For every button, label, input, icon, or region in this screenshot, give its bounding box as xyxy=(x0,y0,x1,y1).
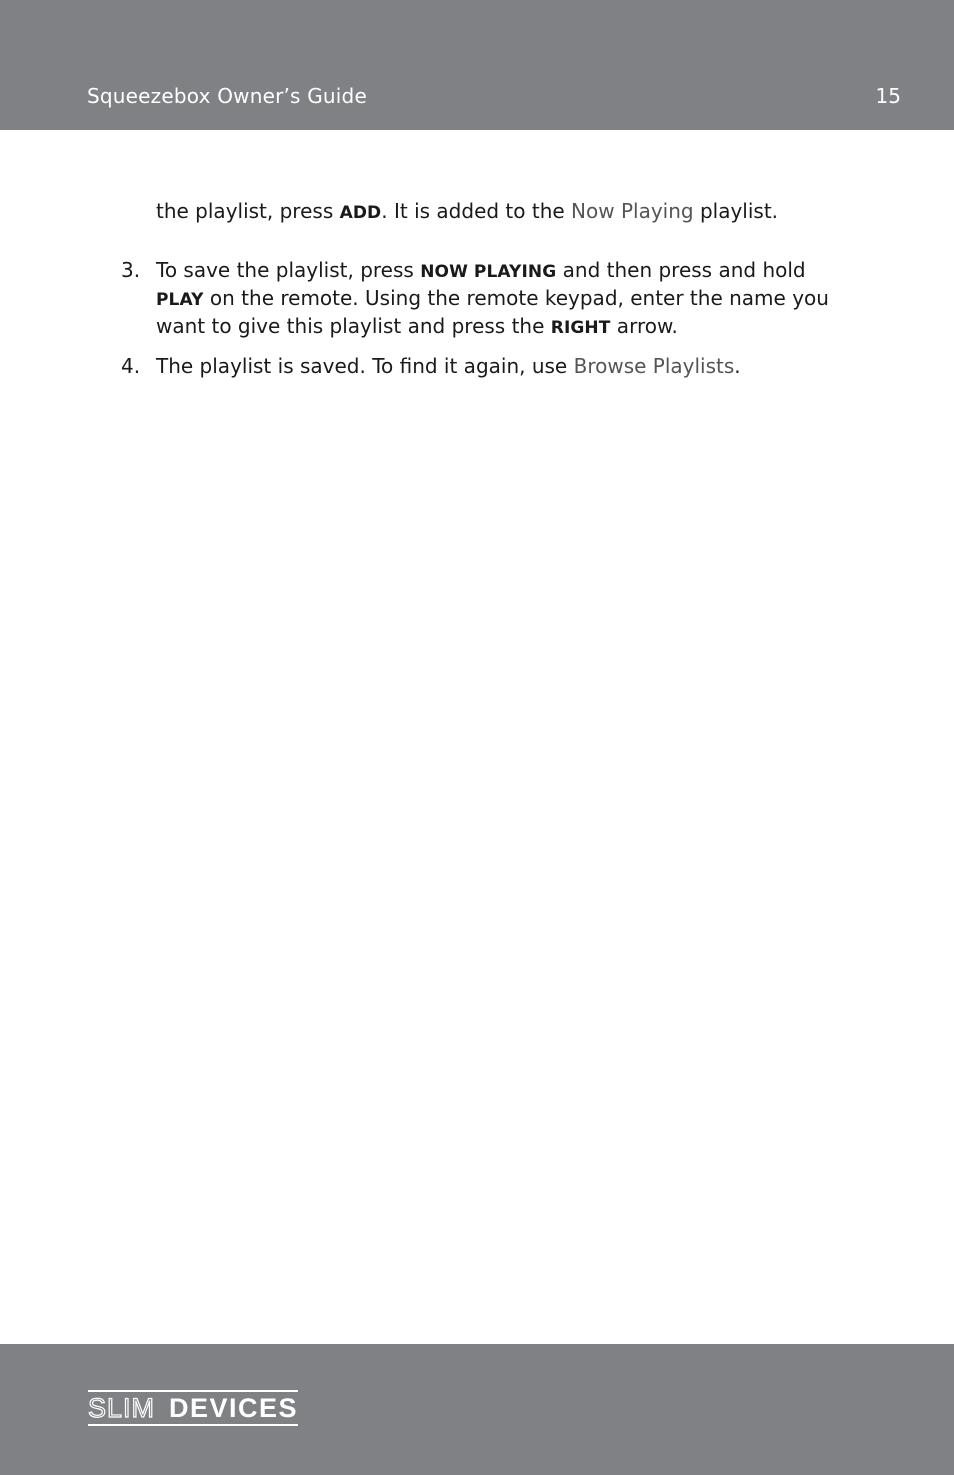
step-4-paragraph xyxy=(156,353,856,379)
key-label-right: RIGHT xyxy=(550,318,611,338)
text-run: playlist. xyxy=(693,199,779,223)
text-run: . It is added to the xyxy=(381,199,572,223)
slim-devices-logo xyxy=(88,1390,298,1426)
step-3-paragraph xyxy=(156,257,846,341)
text-run: and then press and hold xyxy=(556,258,806,282)
page-header xyxy=(0,0,954,130)
key-label-play: PLAY xyxy=(156,290,204,310)
logo-word-devices: DEVICES xyxy=(169,1393,299,1423)
step-number-3: 3. xyxy=(121,258,141,282)
text-run: the playlist, press xyxy=(156,199,340,223)
page-number: 15 xyxy=(875,84,901,108)
key-label-now-playing: NOW PLAYING xyxy=(420,262,557,282)
continuation-paragraph xyxy=(156,198,856,226)
text-run: The playlist is saved. To find it again, use xyxy=(156,354,574,378)
text-run: To save the playlist, press xyxy=(156,258,421,282)
key-label-add: ADD xyxy=(339,203,382,223)
text-run: arrow. xyxy=(610,314,678,338)
logo-word-slim: SLIM xyxy=(88,1393,156,1423)
menu-term-now-playing: Now Playing xyxy=(571,199,694,223)
step-number-4: 4. xyxy=(121,354,141,378)
document-title: Squeezebox Owner’s Guide xyxy=(87,84,367,108)
page-footer xyxy=(0,1344,954,1475)
menu-term-browse-playlists: Browse Playlists xyxy=(573,354,735,378)
text-run: on the remote. Using the remote keypad, enter the name you want to give this playlist and press the xyxy=(156,286,829,338)
text-run: . xyxy=(734,354,741,378)
